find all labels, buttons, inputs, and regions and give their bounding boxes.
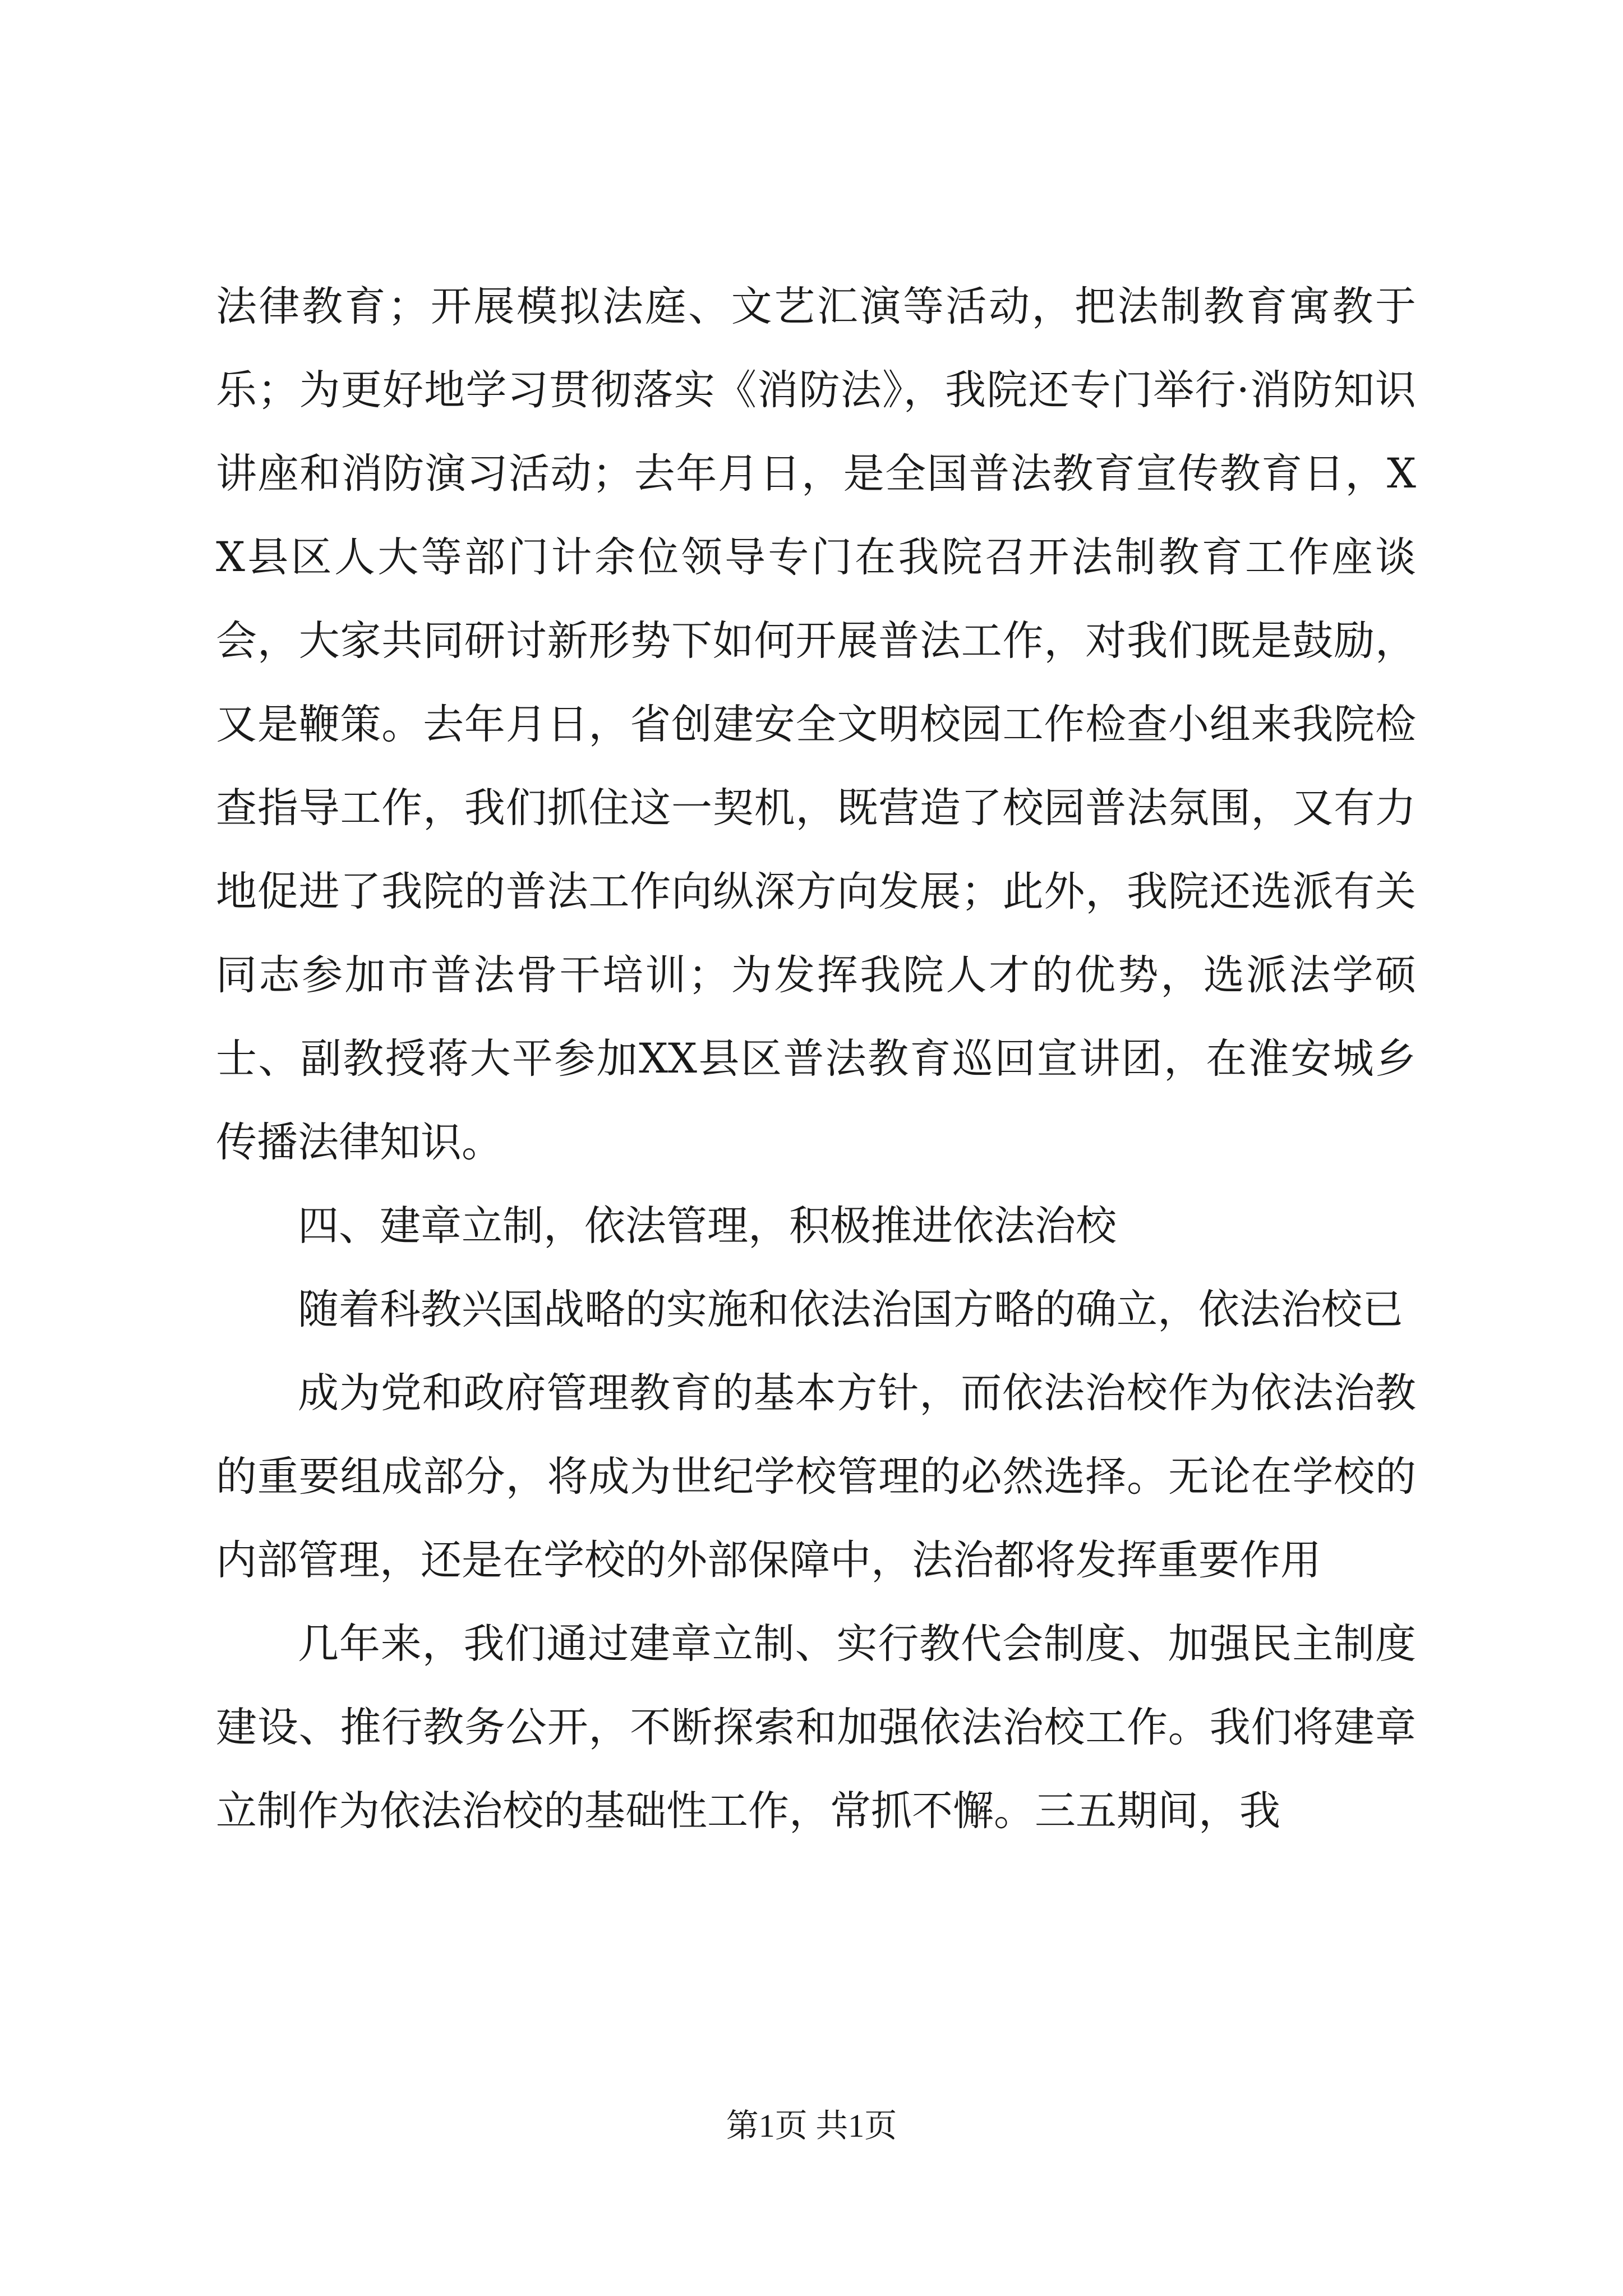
section-heading-rule-of-law: 四、建章立制，依法管理，积极推进依法治校 (298, 1202, 1117, 1250)
document-body (216, 265, 1416, 1853)
page-footer (0, 2104, 1623, 2148)
paragraph-rule-of-law-intro: 随着科教兴国战略的实施和依法治国方略的确立，依法治校已 (298, 1286, 1403, 1333)
paragraph-rule-of-law-policy: 成为党和政府管理教育的基本方针，而依法治校作为依法治教的重要组成部分，将成为世纪学校管理的必然选择。无论在学校的内部管理，还是在学校的外部保障中，法治都将发挥重要作用 (216, 1369, 1416, 1584)
page-number-label: 第1页 共1页 (726, 2108, 897, 2144)
paragraph-legal-education-activities: 法律教育；开展模拟法庭、文艺汇演等活动，把法制教育寓教于乐；为更好地学习贯彻落实《消防法》，我院还专门举行·消防知识讲座和消防演习活动；去年月日，是全国普法教育宣传教育日，XX县区人大等部门计余位领导专门在我院召开法制教育工作座谈会，大家共同研讨新形势下如何开展普法工作，对我们既是鼓励，又是鞭策。去年月日，省创建安全文明校园工作检查小组来我院检查指导工作，我们抓住这一契机，既营造了校园普法氛围，又有力地促进了我院的普法工作向纵深方向发展；此外，我院还选派有关同志参加市普法骨干培训；为发挥我院人才的优势，选派法学硕士、副教授蒋大平参加XX县区普法教育巡回宣讲团，在淮安城乡传播法律知识。 (216, 283, 1416, 1166)
paragraph-recent-years-work: 几年来，我们通过建章立制、实行教代会制度、加强民主制度建设、推行教务公开，不断探索和加强依法治校工作。我们将建章立制作为依法治校的基础性工作，常抓不懈。三五期间，我 (216, 1620, 1416, 1835)
